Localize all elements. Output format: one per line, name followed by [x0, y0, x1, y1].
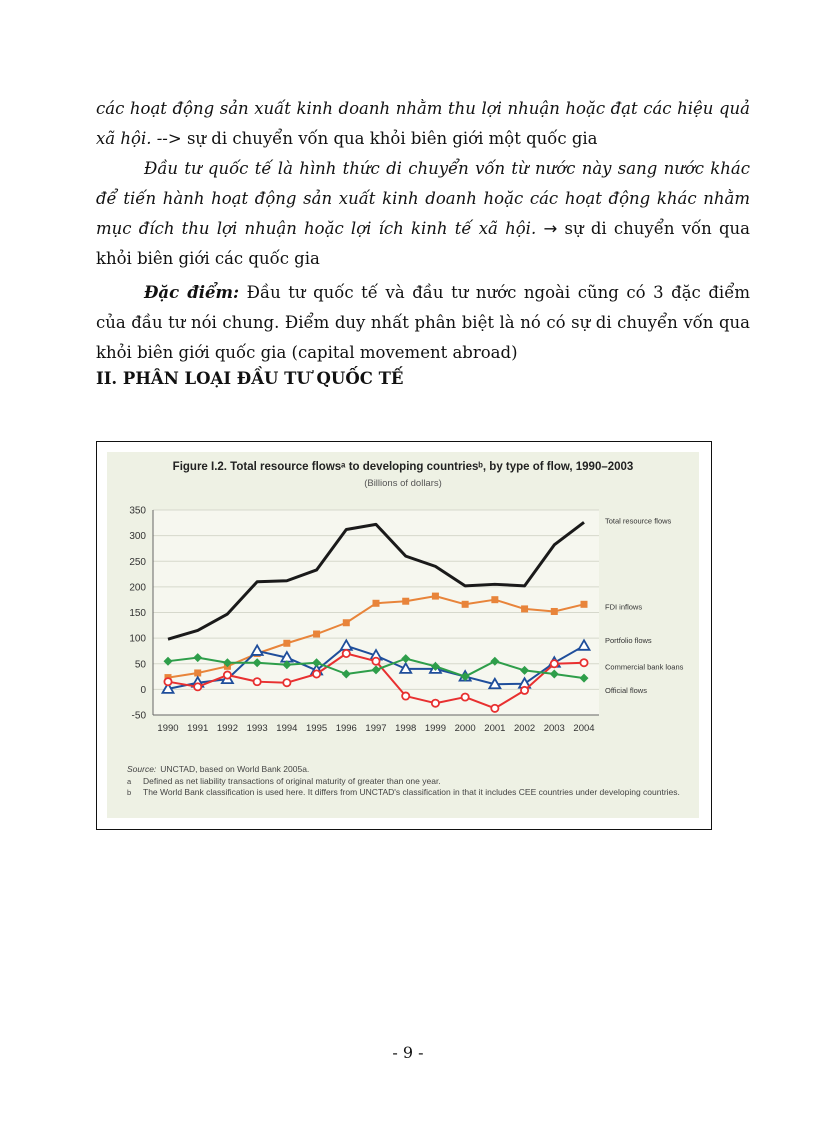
page-number: - 9 -	[392, 1043, 424, 1062]
y-tick-label: 150	[129, 608, 146, 619]
data-point-commercial-bank-loans	[164, 678, 171, 685]
series-label-fdi-inflows: FDI inflows	[605, 602, 643, 612]
data-point-commercial-bank-loans	[313, 670, 320, 677]
note-b-mark: b	[127, 788, 132, 797]
x-tick-label: 2001	[484, 723, 506, 734]
paragraph-1-normal: sự di chuyển vốn qua khỏi biên giới một quốc gia	[181, 129, 598, 148]
figure-source	[127, 764, 695, 776]
data-point-fdi-inflows	[491, 596, 498, 603]
y-tick-label: 0	[140, 684, 146, 696]
x-tick-label: 1990	[157, 723, 179, 734]
figure-panel	[107, 452, 699, 818]
paragraph-2-italic: Đầu tư quốc tế là hình thức di chuyển vốn từ nước này sang nước khác để tiến hành hoạt động sản xuất kinh doanh hoặc các hoạt động khác nhằm mục đích thu lợi nhuận hoặc lợi ích kinh tế xã hội.	[96, 159, 750, 238]
y-tick-label: 250	[129, 556, 146, 568]
y-tick-label: 50	[134, 659, 146, 671]
data-point-commercial-bank-loans	[402, 692, 409, 699]
y-tick-label: 300	[129, 531, 146, 543]
x-tick-label: 1995	[306, 723, 328, 734]
paragraph-1-italic: các hoạt động sản xuất kinh doanh nhằm thu lợi nhuận hoặc đạt các hiệu quả xã hội. -->	[96, 99, 750, 148]
x-tick-label: 1997	[365, 723, 387, 734]
data-point-fdi-inflows	[402, 598, 409, 605]
data-point-fdi-inflows	[343, 619, 350, 626]
data-point-fdi-inflows	[432, 593, 439, 600]
data-point-commercial-bank-loans	[372, 658, 379, 665]
x-tick-label: 1999	[424, 723, 446, 734]
figure-frame	[96, 441, 712, 830]
series-label-portfolio-flows: Portfolio flows	[605, 635, 652, 645]
arrow-right-icon: →	[543, 219, 558, 238]
y-tick-label: 100	[129, 633, 146, 645]
paragraph-1	[96, 94, 750, 154]
data-point-fdi-inflows	[462, 601, 469, 608]
data-point-commercial-bank-loans	[491, 705, 498, 712]
y-tick-label: -50	[131, 710, 146, 722]
x-tick-label: 1993	[246, 723, 268, 734]
series-label-official-flows: Official flows	[605, 686, 647, 696]
x-tick-label: 1991	[187, 723, 209, 734]
data-point-commercial-bank-loans	[283, 679, 290, 686]
y-tick-label: 200	[129, 582, 146, 594]
section-heading: II. PHÂN LOẠI ĐẦU TƯ QUỐC TẾ	[96, 369, 404, 388]
series-label-commercial-bank-loans: Commercial bank loans	[605, 662, 684, 672]
paragraph-3	[96, 278, 750, 368]
source-text: UNCTAD, based on World Bank 2005a.	[160, 764, 310, 774]
note-b-text: The World Bank classification is used here. It differs from UNCTAD's classification in that it includes CEE countries under developing countries.	[143, 787, 680, 797]
x-tick-label: 1998	[395, 723, 417, 734]
data-point-commercial-bank-loans	[343, 650, 350, 657]
figure-note-a	[127, 776, 695, 788]
x-tick-label: 2003	[543, 723, 565, 734]
data-point-fdi-inflows	[373, 600, 380, 607]
data-point-commercial-bank-loans	[254, 678, 261, 685]
data-point-commercial-bank-loans	[194, 683, 201, 690]
paragraph-2-normal: sự di chuyển vốn qua khỏi biên giới các quốc gia	[96, 219, 750, 268]
paragraph-3-text: Đầu tư quốc tế và đầu tư nước ngoài cũng có 3 đặc điểm của đầu tư nói chung. Điểm duy nhất phân biệt là nó có sự di chuyển vốn qua khỏi biên giới quốc gia (capital movement abroad)	[96, 283, 750, 362]
data-point-fdi-inflows	[521, 605, 528, 612]
x-tick-label: 2002	[514, 723, 536, 734]
x-tick-label: 2000	[454, 723, 476, 734]
figure-subtitle: (Billions of dollars)	[364, 478, 442, 489]
series-label-total-resource-flows: Total resource flows	[605, 516, 672, 526]
data-point-commercial-bank-loans	[432, 700, 439, 707]
figure-notes	[127, 764, 695, 799]
figure-note-b	[127, 787, 695, 799]
data-point-fdi-inflows	[551, 608, 558, 615]
data-point-commercial-bank-loans	[521, 687, 528, 694]
paragraph-2	[96, 154, 750, 274]
data-point-fdi-inflows	[283, 640, 290, 647]
x-tick-label: 1994	[276, 723, 298, 734]
source-label: Source:	[127, 764, 157, 774]
data-point-commercial-bank-loans	[580, 659, 587, 666]
data-point-commercial-bank-loans	[224, 671, 231, 678]
x-tick-label: 1996	[335, 723, 357, 734]
data-point-commercial-bank-loans	[551, 660, 558, 667]
x-tick-label: 1992	[216, 723, 238, 734]
line-chart	[107, 452, 699, 762]
x-tick-label: 2004	[573, 723, 595, 734]
data-point-commercial-bank-loans	[462, 693, 469, 700]
paragraph-3-label: Đặc điểm:	[144, 283, 240, 302]
data-point-fdi-inflows	[313, 631, 320, 638]
note-a-mark: a	[127, 776, 132, 786]
data-point-fdi-inflows	[581, 601, 588, 608]
note-a-text: Defined as net liability transactions of original maturity of greater than one year.	[143, 775, 441, 786]
y-tick-label: 350	[129, 505, 146, 517]
figure-title: Figure I.2. Total resource flowsᵃ to developing countriesᵇ, by type of flow, 1990–2003	[172, 461, 634, 473]
